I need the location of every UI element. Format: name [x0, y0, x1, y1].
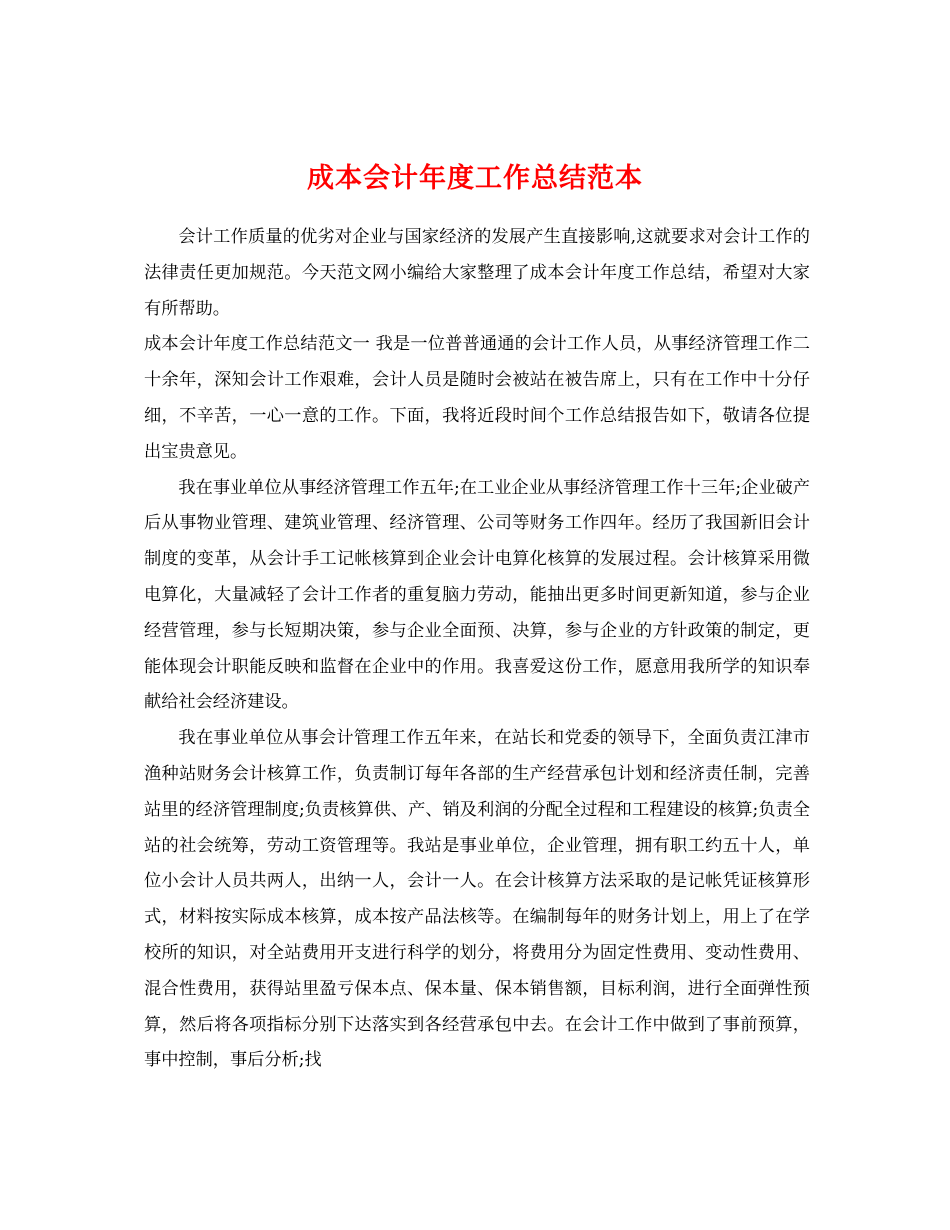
section-heading: 成本会计年度工作总结范文一	[144, 334, 370, 355]
body-paragraph: 我在事业单位从事经济管理工作五年;在工业企业从事经济管理工作十三年;企业破产后从事物业管理、建筑业管理、经济管理、公司等财务工作四年。经历了我国新旧会计制度的变革，从会计手工记帐核算到企业会计电算化核算的发展过程。会计核算采用微电算化，大量减轻了会计工作者的重复脑力劳动，能抽出更多时间更新知道，参与企业经营管理，参与长短期决策，参与企业全面预、决算，参与企业的方针政策的制定，更能体现会计职能反映和监督在企业中的作用。我喜爱这份工作，愿意用我所学的知识奉献给社会经济建设。	[144, 477, 810, 713]
section-one-paragraph	[144, 327, 810, 470]
intro-paragraph: 会计工作质量的优劣对企业与国家经济的发展产生直接影响,这就要求对会计工作的法律责任更加规范。今天范文网小编给大家整理了成本会计年度工作总结，希望对大家有所帮助。	[144, 227, 810, 319]
document-title: 成本会计年度工作总结范本	[307, 163, 643, 195]
document-body	[144, 220, 810, 1079]
body-paragraph: 我在事业单位从事会计管理工作五年来，在站长和党委的领导下，全面负责江津市渔种站财务会计核算工作，负责制订每年各部的生产经营承包计划和经济责任制，完善站里的经济管理制度;负责核算供、产、销及利润的分配全过程和工程建设的核算;负责全站的社会统筹，劳动工资管理等。我站是事业单位，企业管理，拥有职工约五十人，单位小会计人员共两人，出纳一人，会计一人。在会计核算方法采取的是记帐凭证核算形式，材料按实际成本核算，成本按产品法核等。在编制每年的财务计划上，用上了在学校所的知识，对全站费用开支进行科学的划分，将费用分为固定性费用、变动性费用、混合性费用，获得站里盈亏保本点、保本量、保本销售额，目标利润，进行全面弹性预算，然后将各项指标分别下达落实到各经营承包中去。在会计工作中做到了事前预算，事中控制，事后分析;找	[144, 728, 810, 1071]
section-one-text: 我是一位普普通通的会计工作人员，从事经济管理工作二十余年，深知会计工作艰难，会计人员是随时会被站在被告席上，只有在工作中十分仔细，不辛苦，一心一意的工作。下面，我将近段时间个工作总结报告如下，敬请各位提出宝贵意见。	[144, 334, 810, 462]
